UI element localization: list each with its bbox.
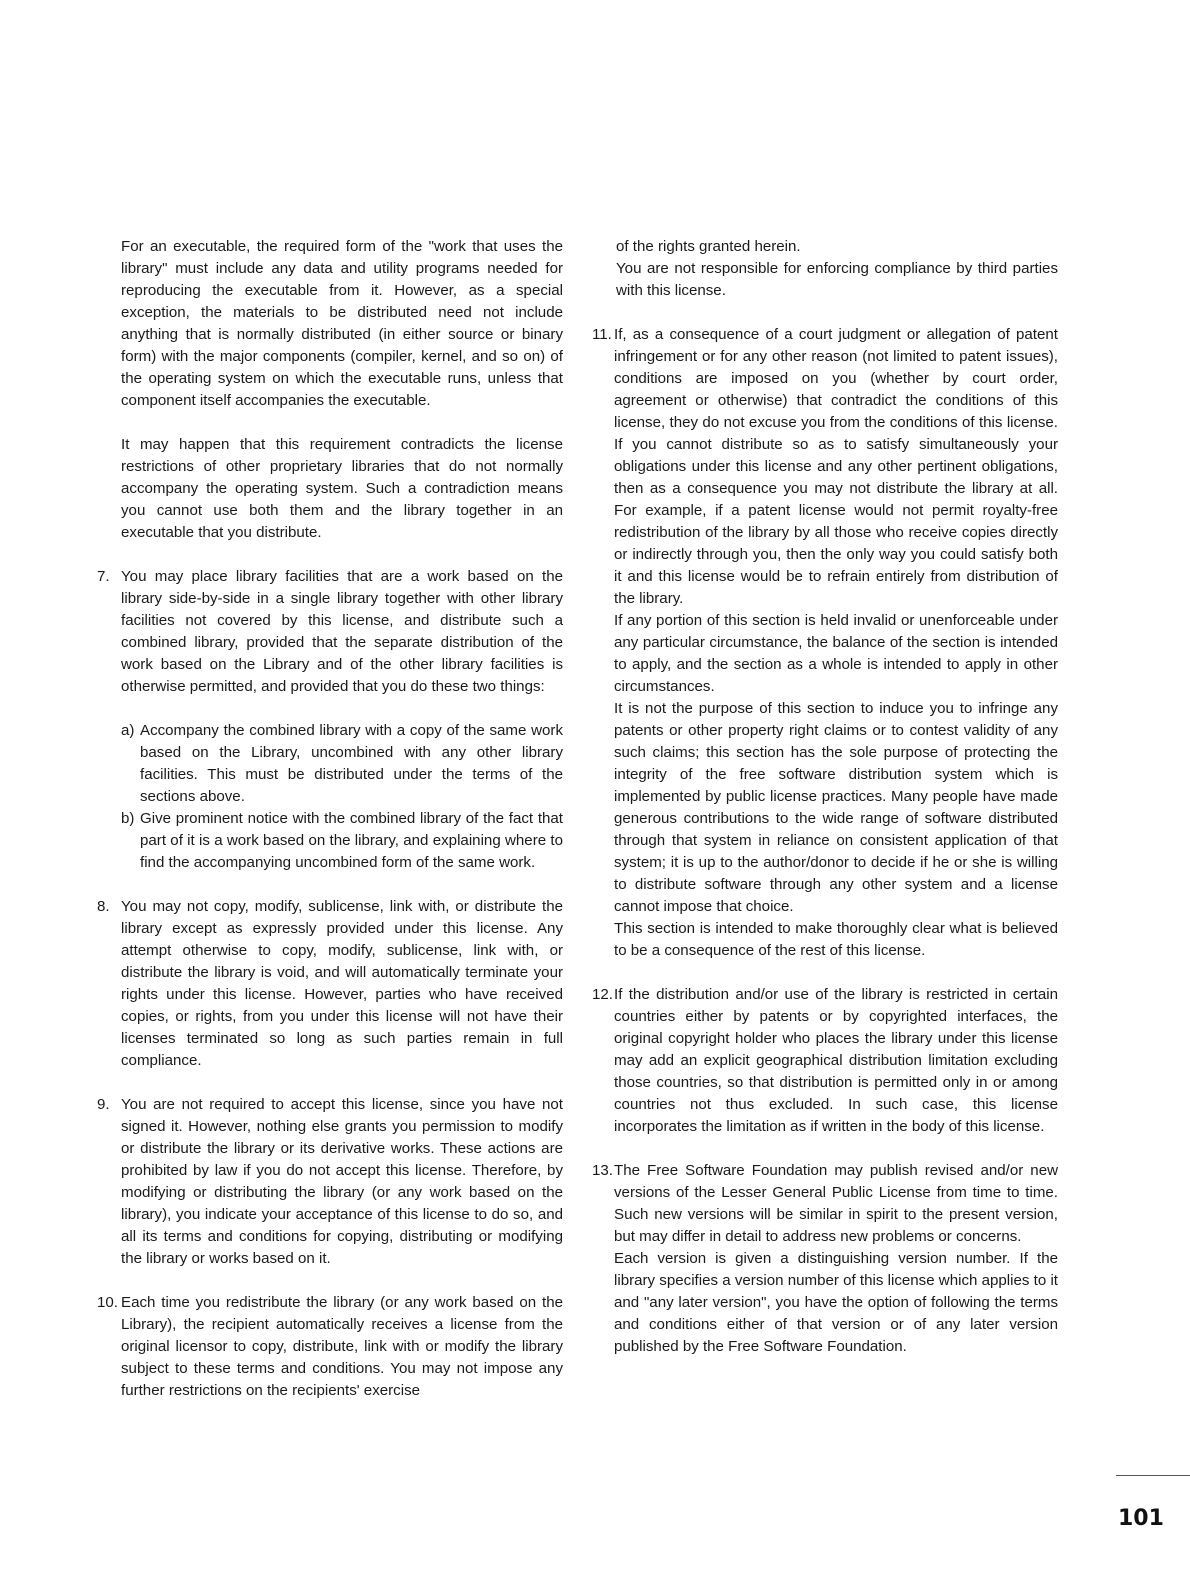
section-number: 11. <box>592 326 612 343</box>
section-text: Each version is given a distinguishing version number. If the library specifies a version number of this license which applies to it and "any later version", you have the option of following the terms and conditions either of that version or of any later version published by the Free Software Foundation. <box>614 1250 1058 1355</box>
section-text: You may place library facilities that are a work based on the library side-by-side in a single library together with other library facilities not covered by this license, and distribute such a combined library, provided that the separate distribution of the work based on the Library and of the other library facilities is otherwise permitted, and provided that you do these two things: <box>121 568 563 695</box>
section-9 <box>97 1094 563 1270</box>
paragraph-executable-form: For an executable, the required form of the "work that uses the library" must include any data and utility programs needed for reproducing the executable from it. However, as a special exception, the materials to be distributed need not include anything that is normally distributed (in either source or binary form) with the major components (compiler, kernel, and so on) of the operating system on which the executable runs, unless that component itself accompanies the executable. <box>121 238 563 409</box>
section-11 <box>592 324 1058 962</box>
section-number: 12. <box>592 986 613 1003</box>
section-text: You may not copy, modify, sublicense, link with, or distribute the library except as expressly provided under this license. Any attempt otherwise to copy, modify, sublicense, link with, or distribute the library is void, and will automatically terminate your rights under this license. However, parties who have received copies, or rights, from you under this license will not have their licenses terminated so long as such parties remain in full compliance. <box>121 898 563 1069</box>
section-7 <box>97 566 563 698</box>
section-text: You are not required to accept this license, since you have not signed it. However, nothing else grants you permission to modify or distribute the library or its derivative works. These actions are prohibited by law if you do not accept this license. Therefore, by modifying or distributing the library (or any work based on the library), you indicate your acceptance of this license to do so, and all its terms and conditions for copying, distributing or modifying the library or works based on it. <box>121 1096 563 1267</box>
section-text: The Free Software Foundation may publish revised and/or new versions of the Lesser General Public License from time to time. Such new versions will be similar in spirit to the present version, but may differ in detail to address new problems or concerns. <box>614 1162 1058 1245</box>
footer-rule <box>1116 1475 1190 1476</box>
item-text: Give prominent notice with the combined library of the fact that part of it is a work based on the library, and explaining where to find the accompanying uncombined form of the same work. <box>140 810 563 871</box>
section-7a <box>97 720 563 808</box>
section-number: 13. <box>592 1162 613 1179</box>
section-13 <box>592 1160 1058 1358</box>
section-text: If the distribution and/or use of the library is restricted in certain countries either by patents or by copyrighted interfaces, the original copyright holder who places the library under this license may add an explicit geographical distribution limitation excluding those countries, so that distribution is permitted only in or among countries not thus excluded. In such case, this license incorporates the limitation as if written in the body of this license. <box>614 986 1058 1135</box>
item-label: b) <box>121 810 135 827</box>
section-number: 9. <box>97 1096 110 1113</box>
section-text: If, as a consequence of a court judgment or allegation of patent infringement or for any other reason (not limited to patent issues), conditions are imposed on you (whether by court order, agreement or otherwise) that contradict the conditions of this license, they do not excuse you from the conditions of this license. If you cannot distribute so as to satisfy simultaneously your obligations under this license and any other pertinent obligations, then as a consequence you may not distribute the library at all. For example, if a patent license would not permit royalty-free redistribution of the library by all those who receive copies directly or indirectly through you, then the only way you could satisfy both it and this license would be to refrain entirely from distribution of the library. <box>614 326 1058 607</box>
paragraph-compliance: You are not responsible for enforcing compliance by third parties with this license. <box>616 260 1058 299</box>
section-8 <box>97 896 563 1072</box>
section-body <box>614 1160 1058 1358</box>
section-number: 7. <box>97 568 110 585</box>
item-text: Accompany the combined library with a copy of the same work based on the Library, uncombined with any other library facilities. This must be distributed under the terms of the sections above. <box>140 722 563 805</box>
section-text: Each time you redistribute the library (or any work based on the Library), the recipient automatically receives a license from the original licensor to copy, distribute, link with or modify the library subject to these terms and conditions. You may not impose any further restrictions on the recipients' exercise <box>121 1294 563 1399</box>
section-7b <box>97 808 563 874</box>
section-12 <box>592 984 1058 1138</box>
section-text: This section is intended to make thoroughly clear what is believed to be a consequence of the rest of this license. <box>614 920 1058 959</box>
left-column <box>97 236 563 1402</box>
section-text: If any portion of this section is held invalid or unenforceable under any particular circumstance, the balance of the section is intended to apply, and the section as a whole is intended to apply in other circumstances. <box>614 612 1058 695</box>
section-number: 10. <box>97 1294 118 1311</box>
section-text: It is not the purpose of this section to induce you to infringe any patents or other property right claims or to contest validity of any such claims; this section has the sole purpose of protecting the integrity of the free software distribution system which is implemented by public license practices. Many people have made generous contributions to the wide range of software distributed through that system in reliance on consistent application of that system; it is up to the author/donor to decide if he or she is willing to distribute software through any other system and a license cannot impose that choice. <box>614 700 1058 915</box>
paragraph-continuation: of the rights granted herein. <box>616 238 801 255</box>
section-number: 8. <box>97 898 110 915</box>
page-number: 101 <box>1118 1506 1164 1531</box>
item-label: a) <box>121 722 135 739</box>
section-body <box>614 324 1058 962</box>
right-column <box>592 236 1058 1358</box>
section-10 <box>97 1292 563 1402</box>
paragraph-contradiction: It may happen that this requirement contradicts the license restrictions of other proprietary libraries that do not normally accompany the operating system. Such a contradiction means you cannot use both them and the library together in an executable that you distribute. <box>121 436 563 541</box>
